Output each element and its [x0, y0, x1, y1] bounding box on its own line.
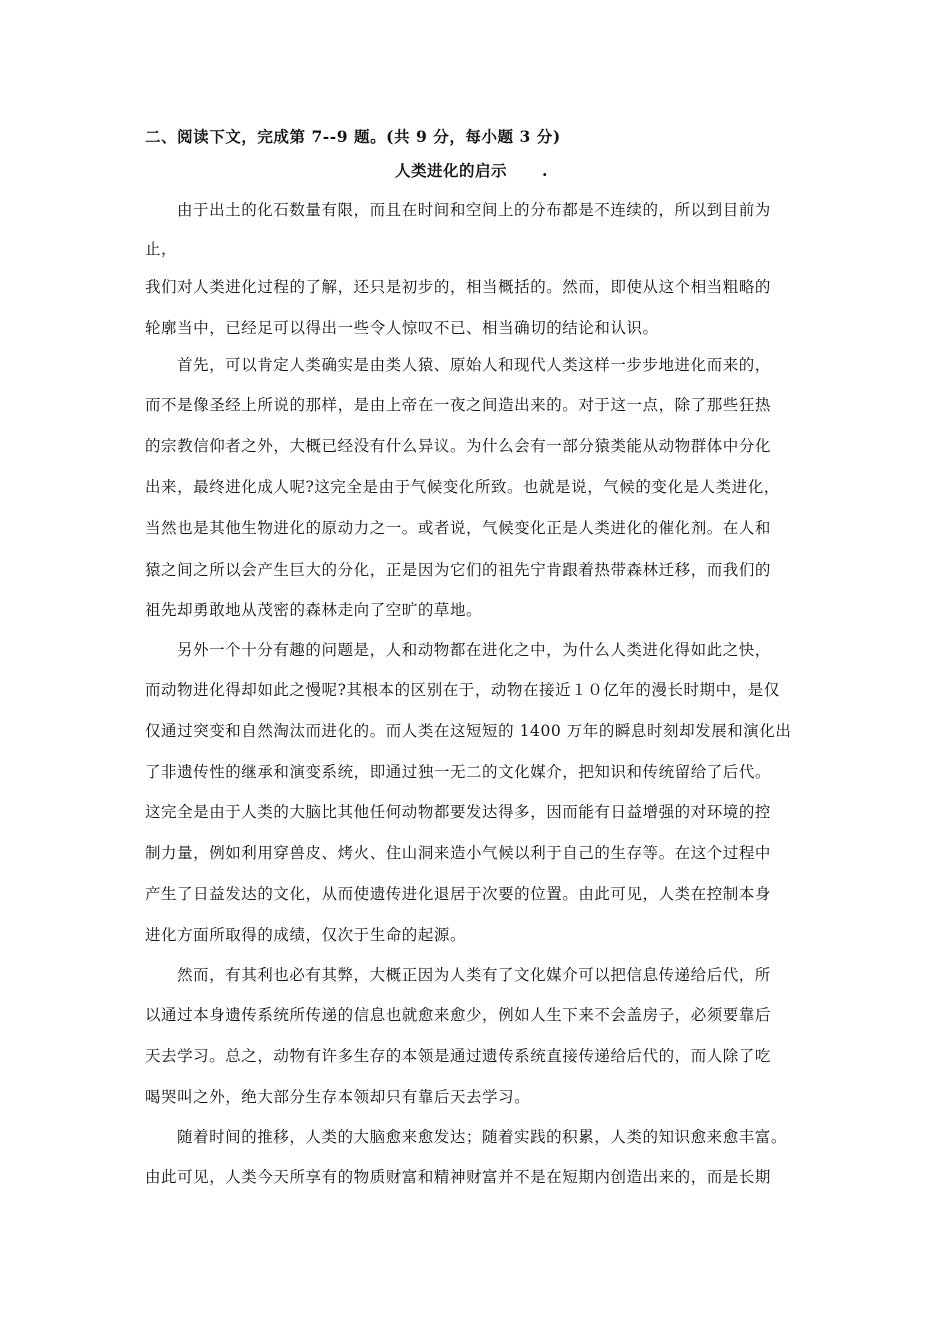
paragraph-3-line-7: 产生了日益发达的文化，从而使遗传进化退居于次要的位置。由此可见，人类在控制本身	[145, 885, 771, 903]
paragraph-3-line-5: 这完全是由于人类的大脑比其他任何动物都要发达得多，因而能有日益增强的对环境的控	[145, 803, 771, 821]
paragraph-3-line-3: 仅通过突变和自然淘汰而进化的。而人类在这短短的 1400 万年的瞬息时刻却发展和演化出	[145, 722, 792, 740]
paragraph-3-line-1: 另外一个十分有趣的问题是，人和动物都在进化之中，为什么人类进化得如此之快，	[177, 641, 771, 659]
paragraph-4-line-2: 以通过本身遗传系统所传递的信息也就愈来愈少，例如人生下来不会盖房子，必须要靠后	[145, 1006, 771, 1024]
paragraph-2-line-1: 首先，可以肯定人类确实是由类人猿、原始人和现代人类这样一步步地进化而来的，	[177, 356, 771, 374]
paragraph-3-line-6: 制力量，例如利用穿兽皮、烤火、住山洞来造小气候以利于自己的生存等。在这个过程中	[145, 844, 771, 862]
paragraph-5-line-2: 由此可见，人类今天所享有的物质财富和精神财富并不是在短期内创造出来的，而是长期	[145, 1168, 771, 1186]
title-mark: .	[542, 161, 548, 180]
paragraph-1-line-3: 我们对人类进化过程的了解，还只是初步的，相当概括的。然而，即使从这个相当粗略的	[145, 278, 771, 296]
paragraph-4-line-4: 喝哭叫之外，绝大部分生存本领却只有靠后天去学习。	[145, 1088, 531, 1106]
paragraph-1-line-4: 轮廓当中，已经足可以得出一些令人惊叹不已、相当确切的结论和认识。	[145, 319, 659, 337]
paragraph-1-line-2: 止，	[145, 240, 178, 258]
paragraph-2-line-7: 祖先却勇敢地从茂密的森林走向了空旷的草地。	[145, 601, 483, 619]
paragraph-3-line-8: 进化方面所取得的成绩，仅次于生命的起源。	[145, 926, 467, 944]
paragraph-2-line-2: 而不是像圣经上所说的那样，是由上帝在一夜之间造出来的。对于这一点，除了那些狂热	[145, 396, 771, 414]
paragraph-3-line-4: 了非遗传性的继承和演变系统，即通过独一无二的文化媒介，把知识和传统留给了后代。	[145, 763, 771, 781]
paragraph-4-line-3: 天去学习。总之，动物有许多生存的本领是通过遗传系统直接传递给后代的，而人除了吃	[145, 1047, 771, 1065]
paragraph-1-line-1: 由于出土的化石数量有限，而且在时间和空间上的分布都是不连续的，所以到目前为	[177, 201, 771, 219]
paragraph-4-line-1: 然而，有其利也必有其弊，大概正因为人类有了文化媒介可以把信息传递给后代，所	[177, 966, 771, 984]
paragraph-3-line-2: 而动物进化得却如此之慢呢?其根本的区别在于，动物在接近１０亿年的漫长时期中，是仅	[145, 681, 780, 699]
paragraph-2-line-3: 的宗教信仰者之外，大概已经没有什么异议。为什么会有一部分猿类能从动物群体中分化	[145, 437, 771, 455]
paragraph-2-line-5: 当然也是其他生物进化的原动力之一。或者说，气候变化正是人类进化的催化剂。在人和	[145, 519, 771, 537]
article-title: 人类进化的启示	[395, 161, 508, 180]
paragraph-5-line-1: 随着时间的推移，人类的大脑愈来愈发达；随着实践的积累，人类的知识愈来愈丰富。	[177, 1128, 787, 1146]
paragraph-2-line-6: 猿之间之所以会产生巨大的分化，正是因为它们的祖先宁肯跟着热带森林迁移，而我们的	[145, 561, 771, 579]
paragraph-2-line-4: 出来，最终进化成人呢?这完全是由于气候变化所致。也就是说，气候的变化是人类进化，	[145, 478, 780, 496]
section-heading: 二、阅读下文，完成第 7--9 题。(共 9 分，每小题 3 分)	[145, 127, 561, 146]
